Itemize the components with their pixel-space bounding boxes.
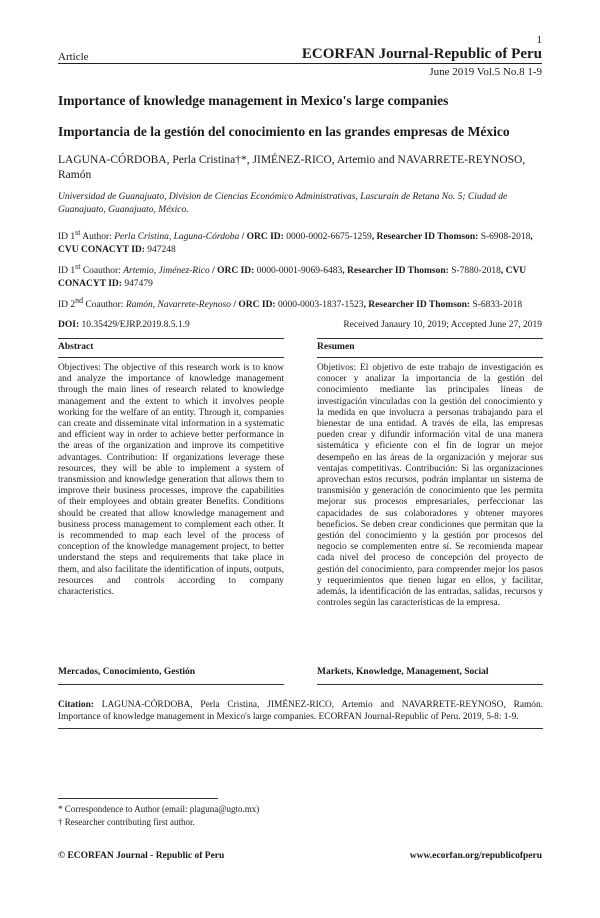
footnote-rule: [58, 798, 218, 799]
citation: [58, 699, 543, 723]
id-prefix: ID 1: [58, 232, 76, 243]
resumen-bottom-rule: [317, 684, 543, 685]
doi-value: 10.35429/EJRP.2019.8.5.1.9: [79, 320, 190, 330]
abstract-text: Objectives: The objective of this research work is to know and analyze the importance of knowledge management through the main lines of research related to knowledge management and the extent to which it involves people working for the welfare of an entity. Through it, companies can create and disseminate vital information in a systematic and efficient way in order to achieve better performance in the areas of the organization and improve its competitive advantages. Contribution: If organizations leverage these resources, they will be able to implement a system of transmission and knowledge generation that allows them to improve their business processes, improve the capabilities of their employees and obtain greater Benefits. Conditions should be created that allow knowledge management and business process management to complement each other. It is recommended to map each level of the process of conception of the knowledge management project, to better understand the steps and requirements that take place in them, and also facilitate the identification of inputs, outputs, resources and controls according to company characteristics.: [58, 363, 284, 598]
id-ordinal: nd: [75, 296, 84, 305]
orc-label: / ORC ID:: [209, 266, 257, 277]
resumen-text: Objetivos: El objetivo de este trabajo de investigación es conocer y analizar la importancia de la gestión del conocimiento mediante las principales líneas de investigación vinculadas con la gestión del conocimiento y la medida en que involucra a personas trabajando para el bienestar de una entidad. A través de ella, las empresas pueden crear y difundir información vital de una manera sistemática y eficiente con el fin de lograr un mejor desempeño en las áreas de la organización y mejorar sus ventajas competitivas. Contribución: Si las organizaciones aprovechan estos recursos, podrán implantar un sistema de transmisión y generación de conocimiento que les permita mejorar sus procesos empresariales, perfeccionar las capacidades de sus colaboradores y obtener mayores beneficios. Se deben crear condiciones que permitan que la gestión del conocimiento y la gestión por procesos del negocio se complementen entre sí. Se recomienda mapear cada nivel del proceso de concepción del proyecto de gestión del conocimiento, para comprender mejor los pasos y requerimientos que tienen lugar en ellos, y facilitar, además, la identificación de las entradas, salidas, recursos y controles según las características de la empresa.: [317, 363, 543, 609]
orc-label: / ORC ID:: [231, 300, 278, 311]
abstract-heading: Abstract: [58, 342, 94, 352]
abstract-keywords: Mercados, Conocimiento, Gestión: [58, 667, 196, 677]
footnote-researcher: † Researcher contributing first author.: [58, 817, 195, 827]
resumen-top-rule: [317, 338, 543, 339]
journal-name: ECORFAN Journal-Republic of Peru: [301, 46, 542, 62]
cvu-label: , CVU CONACYT ID:: [58, 266, 527, 290]
cvu-label: , CVU CONACYT ID:: [58, 232, 533, 256]
doi: [58, 320, 190, 330]
id-prefix: ID 1: [58, 266, 76, 277]
thomson-label: , Researcher ID Thomson:: [342, 266, 452, 277]
header-rule: [58, 63, 542, 64]
thomson-id: S-6908-2018: [480, 232, 531, 243]
thomson-label: , Researcher ID Thomson:: [363, 300, 473, 311]
issue-line: June 2019 Vol.5 No.8 1-9: [429, 66, 542, 78]
id-ordinal: st: [75, 262, 81, 271]
affiliation: Universidad de Guanajuato, Division de Ciencias Económico Administrativas, Lascuraín de Retana No. 5; Ciudad de Guanajuato, Guanajuato, México.: [58, 192, 508, 215]
footer-url[interactable]: www.ecorfan.org/republicofperu: [409, 851, 542, 861]
id-name: Ramón, Navarrete-Reynoso: [125, 300, 231, 311]
orc-id: 0000-0001-9069-6483: [256, 266, 343, 277]
abstract-heading-rule: [58, 357, 284, 358]
author-id-3: [58, 294, 548, 312]
id-role: Author:: [80, 232, 115, 243]
resumen-heading: Resumen: [317, 342, 355, 352]
cvu-id: 947479: [124, 279, 153, 290]
abstract-bottom-rule: [58, 684, 284, 685]
resumen-heading-rule: [317, 357, 543, 358]
page-number: 1: [536, 34, 542, 46]
thomson-id: S-6833-2018: [472, 300, 523, 311]
orc-id: 0000-0002-6675-1259: [286, 232, 372, 243]
citation-text: LAGUNA-CÓRDOBA, Perla Cristina, JIMÉNEZ-RICO, Artemio and NAVARRETE-REYNOSO, Ramón. Importance of knowledge management in Mexico's large companies. ECORFAN Journal-Republic of Peru. 2019, 5-8: 1-9.: [58, 700, 543, 722]
id-role: Coauthor:: [80, 266, 124, 277]
article-label: Article: [58, 51, 89, 63]
id-role: Coauthor:: [83, 300, 126, 311]
thomson-id: S-7880-2018: [451, 266, 501, 277]
doi-label: DOI:: [58, 320, 80, 330]
title-english: Importance of knowledge management in Mexico's large companies: [58, 93, 449, 108]
thomson-label: , Researcher ID Thomson:: [371, 232, 481, 243]
resumen-keywords: Markets, Knowledge, Management, Social: [317, 667, 489, 677]
author-id-1: [58, 226, 548, 257]
footer-copyright: © ECORFAN Journal - Republic of Peru: [58, 851, 225, 861]
footnotes: [58, 803, 259, 829]
id-ordinal: st: [75, 228, 81, 237]
author-id-2: [58, 260, 548, 291]
orc-id: 0000-0003-1837-1523: [277, 300, 364, 311]
id-prefix: ID 2: [58, 300, 76, 311]
id-name: Artemio, Jiménez-Rico: [123, 266, 210, 277]
abstract-top-rule: [58, 338, 284, 339]
citation-bottom-rule: [58, 728, 543, 729]
citation-label: Citation:: [58, 700, 94, 710]
footnote-correspondence: * Correspondence to Author (email: plaguna@ugto.mx): [58, 804, 260, 814]
id-name: Perla Cristina, Laguna-Córdoba: [114, 232, 240, 243]
received-dates: Received Janaury 10, 2019; Accepted June 27, 2019: [343, 320, 542, 330]
title-spanish: Importancia de la gestión del conocimiento en las grandes empresas de México: [58, 124, 510, 139]
authors: LAGUNA-CÓRDOBA, Perla Cristina†*, JIMÉNEZ-RICO, Artemio and NAVARRETE-REYNOSO, Ramón: [58, 154, 526, 181]
orc-label: / ORC ID:: [239, 232, 287, 243]
cvu-id: 947248: [147, 245, 176, 256]
